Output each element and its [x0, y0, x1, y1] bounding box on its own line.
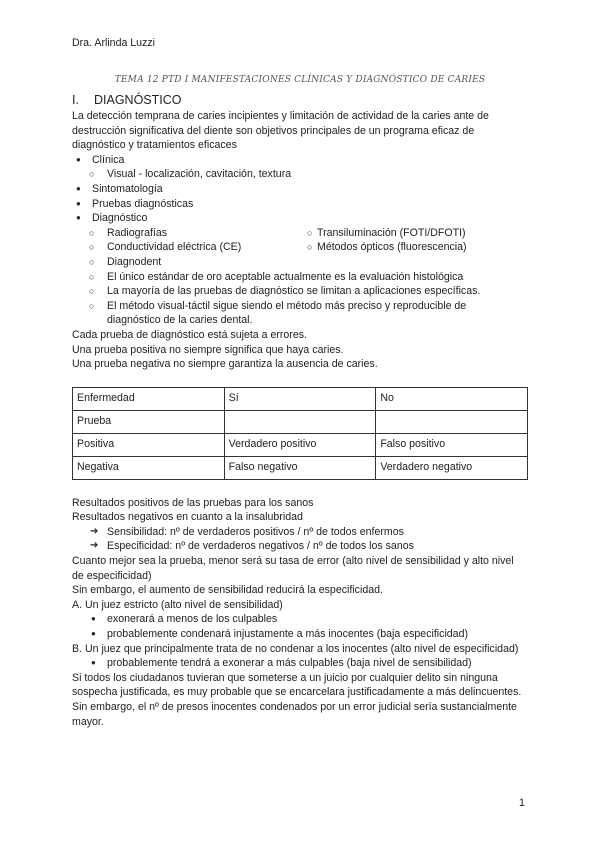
section-number: I.	[72, 93, 79, 107]
judge-b-item-1: ● probablemente tendrá a exonerar a más culpables (baja nivel de sensibilidad)	[72, 656, 528, 671]
table-cell: No	[376, 387, 528, 410]
table-cell: Verdadero positivo	[224, 433, 376, 456]
definitions-list	[72, 525, 528, 554]
list-subitem-visual: ○ Visual - localización, cavitación, textura	[72, 167, 528, 182]
document-body	[72, 92, 528, 729]
table-cell: Sí	[224, 387, 376, 410]
table-cell: Positiva	[73, 433, 225, 456]
statement-2: Una prueba negativa no siempre garantiza la ausencia de caries.	[72, 358, 378, 371]
paragraph-si-todos: Si todos los ciudadanos tuvieran que someterse a un juicio por cualquier delito sin ninguna sospecha justificada, es muy probable que se encarcelara justificadamente a más delincuentes.	[72, 671, 522, 699]
judge-a-heading: A. Un juez estricto (alto nivel de sensibilidad)	[72, 598, 283, 611]
table-row	[73, 456, 528, 479]
list-subitem-transiluminacion: ○ Transiluminación (FOTI/DFOTI)	[307, 226, 466, 241]
diagnosis-list	[72, 153, 528, 328]
list-subitem-diagnodent: ○ Diagnodent	[72, 255, 528, 270]
list-subitem-metodos-opticos: ○ Métodos ópticos (fluorescencia)	[307, 240, 467, 255]
table-cell: Negativa	[73, 456, 225, 479]
judge-b-heading: B. Un juez que principalmente trata de no condenar a los inocentes (alto nivel de especificidad)	[72, 642, 519, 655]
table-row	[73, 410, 528, 433]
judge-b-list	[72, 656, 528, 671]
paragraph-sin-embargo: Sin embargo, el aumento de sensibilidad reducirá la especificidad.	[72, 584, 383, 597]
intro-paragraph: La detección temprana de caries incipientes y limitación de actividad de la caries ante de destrucción significativa del diente son objetivos principales de un programa eficaz de diagnóstico y tratamientos eficaces	[72, 110, 489, 152]
list-subitem-conductividad: ○ Conductividad eléctrica (CE)	[72, 240, 307, 255]
table-cell	[376, 410, 528, 433]
definition-sensibilidad: ➔ Sensibilidad: nº de verdaderos positivos / nº de todos enfermos	[72, 525, 528, 540]
list-subitem-mayoria: ○ La mayoría de las pruebas de diagnóstico se limitan a aplicaciones específicas.	[72, 284, 528, 299]
judge-a-item-2: ● probablemente condenará injustamente a más inocentes (baja especificidad)	[72, 627, 528, 642]
table-cell: Prueba	[73, 410, 225, 433]
paragraph-sin-embargo-2: Sin embargo, el nº de presos inocentes condenados por un error judicial sería sustancialmente mayor.	[72, 701, 517, 728]
judge-a-list	[72, 612, 528, 641]
list-subitem-row-1	[72, 226, 528, 241]
table-row	[73, 433, 528, 456]
document-title: TEMA 12 PTD I MANIFESTACIONES CLÍNICAS Y DIAGNÓSTICO DE CARIES	[114, 75, 486, 85]
list-item-clinica: ● Clínica	[72, 153, 528, 168]
table-cell: Verdadero negativo	[376, 456, 528, 479]
table-cell: Falso positivo	[376, 433, 528, 456]
list-item-pruebas: ● Pruebas diagnósticas	[72, 197, 528, 212]
statement-0: Cada prueba de diagnóstico está sujeta a errores.	[72, 328, 307, 341]
page-number: 1	[519, 797, 525, 809]
results-positive-sanos: Resultados positivos de las pruebas para los sanos	[72, 496, 314, 509]
section-title: DIAGNÓSTICO	[94, 93, 182, 107]
judge-a-item-1: ● exonerará a menos de los culpables	[72, 612, 528, 627]
diagnosis-table	[72, 387, 528, 480]
statement-1: Una prueba positiva no siempre significa que haya caries.	[72, 343, 344, 356]
table-cell: Falso negativo	[224, 456, 376, 479]
paragraph-cuanto-mejor: Cuanto mejor sea la prueba, menor será su tasa de error (alto nivel de sensibilidad y alto nivel de especificidad)	[72, 555, 514, 582]
list-item-diagnostico: ● Diagnóstico	[72, 211, 528, 226]
results-negative-insalubridad: Resultados negativos en cuanto a la insalubridad	[72, 511, 303, 524]
table-row	[73, 387, 528, 410]
table-cell	[224, 410, 376, 433]
list-subitem-visual-tactil: ○ El método visual-táctil sigue siendo el método más preciso y reproducible de diagnóstico de la caries dental.	[72, 299, 528, 328]
table-cell: Enfermedad	[73, 387, 225, 410]
list-subitem-row-2	[72, 240, 528, 255]
definition-especificidad: ➔ Especificidad: nº de verdaderos negativos / nº de todos los sanos	[72, 539, 528, 554]
list-subitem-unico-estandar: ○ El único estándar de oro aceptable actualmente es la evaluación histológica	[72, 270, 528, 285]
list-subitem-radiografias: ○ Radiografías	[72, 226, 307, 241]
author-header: Dra. Arlinda Luzzi	[72, 37, 156, 49]
list-item-sintomatologia: ● Sintomatología	[72, 182, 528, 197]
section-heading	[72, 92, 528, 108]
